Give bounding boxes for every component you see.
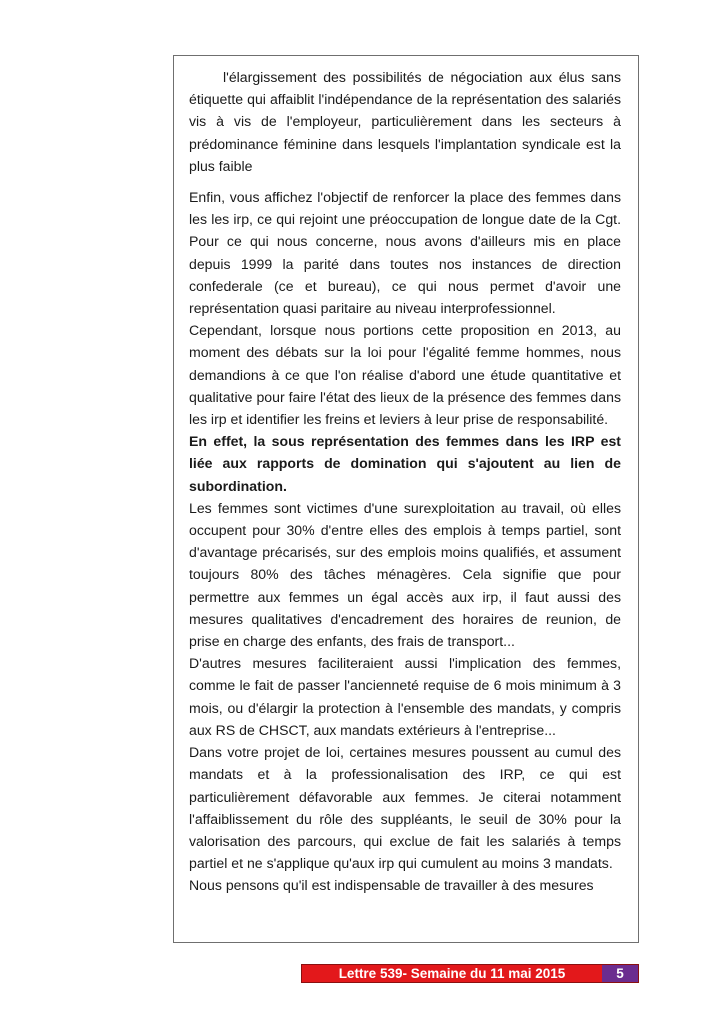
document-body — [189, 66, 621, 897]
paragraph-3: Cependant, lorsque nous portions cette proposition en 2013, au moment des débats sur la loi pour l'égalité femme hommes, nous demandions à ce que l'on réalise d'abord une étude quantitative et qualitative pour faire l'état des lieux de la présence des femmes dans les irp et identifier les freins et leviers à leur prise de responsabilité. — [189, 322, 621, 428]
paragraph-7: Dans votre projet de loi, certaines mesures poussent au cumul des mandats et à la professionalisation des IRP, ce qui est particulièrement défavorable aux femmes. Je citerai notamment l'affaiblissement du rôle des suppléants, le seuil de 30% pour la valorisation des parcours, qui exclue de fait les salariés à temps partiel et ne s'applique qu'aux irp qui cumulent au moins 3 mandats. — [189, 744, 621, 872]
text-frame — [173, 55, 639, 943]
paragraph-1: l'élargissement des possibilités de négociation aux élus sans étiquette qui affaiblit l'indépendance de la représentation des salariés vis à vis de l'employeur, particulièrement dans les secteurs à prédominance féminine dans lesquels l'implantation syndicale est la plus faible — [189, 69, 621, 174]
paragraph-4-bold: En effet, la sous représentation des femmes dans les IRP est liée aux rapports de domination qui s'ajoutent au lien de subordination. — [189, 433, 621, 494]
paragraph-8: Nous pensons qu'il est indispensable de travailler à des mesures — [189, 877, 594, 894]
paragraph-2: Enfin, vous affichez l'objectif de renforcer la place des femmes dans les les irp, ce qui rejoint une préoccupation de longue date de la Cgt. Pour ce qui nous concerne, nous avons d'ailleurs mis en place depuis 1999 la parité dans toutes nos instances de direction confederale (ce et bureau), ce qui nous permet d'avoir une représentation quasi paritaire au niveau interprofessionnel. — [189, 189, 621, 317]
page-number: 5 — [602, 965, 638, 982]
paragraph-5: Les femmes sont victimes d'une surexploitation au travail, où elles occupent pour 30% d'entre elles des emplois à temps partiel, sont d'avantage précarisés, sur des emplois moins qualifiés, et assument toujours 80% des tâches ménagères. Cela signifie que pour permettre aux femmes un égal accès aux irp, il faut aussi des mesures qualitatives d'encadrement des horaires de reunion, de prise en charge des enfants, des frais de transport... — [189, 499, 621, 650]
paragraph-6: D'autres mesures faciliteraient aussi l'implication des femmes, comme le fait de passer l'ancienneté requise de 6 mois minimum à 3 mois, ou d'élargir la protection à l'ensemble des mandats, y compris aux RS de CHSCT, aux mandats extérieurs à l'entreprise... — [189, 655, 621, 738]
page-footer — [301, 964, 639, 983]
footer-title: Lettre 539- Semaine du 11 mai 2015 — [302, 965, 602, 982]
